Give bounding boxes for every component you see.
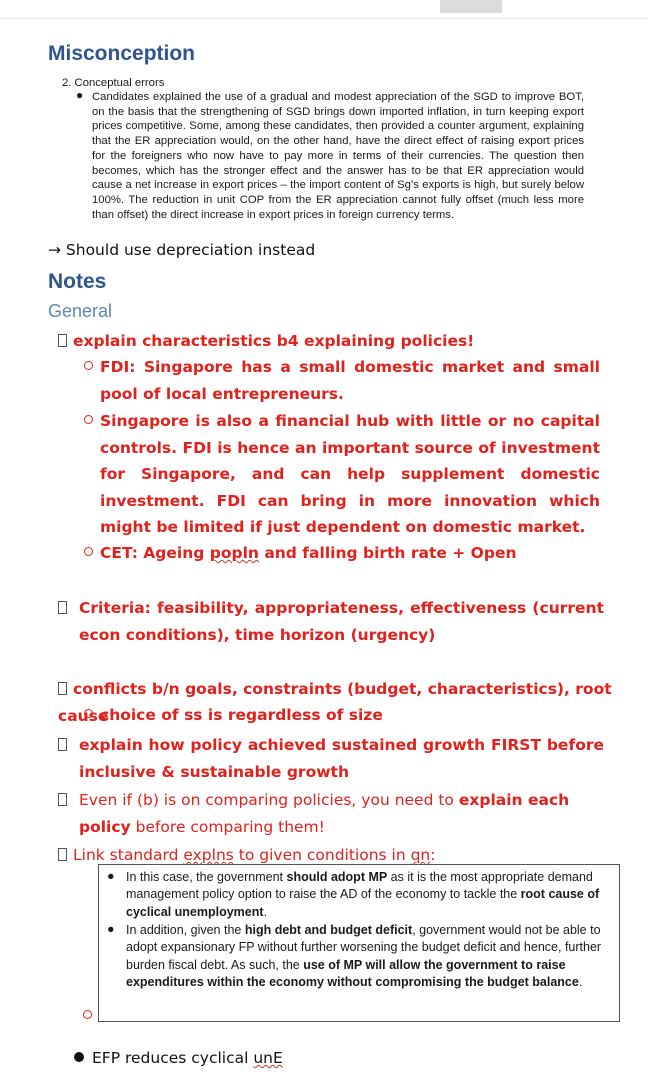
note-item-1-sub-1-text: FDI: Singapore has a small domestic market and small pool of local entrepreneurs. bbox=[100, 358, 600, 403]
circle-bullet-icon bbox=[83, 1006, 92, 1025]
note-item-4-text: explain how policy achieved sustained growth FIRST before inclusive & sustainable growth bbox=[79, 736, 604, 781]
note-item-1-text: explain characteristics b4 explaining policies! bbox=[73, 332, 475, 350]
circle-bullet-icon bbox=[84, 415, 93, 424]
box-p1-b: should adopt MP bbox=[286, 870, 388, 884]
excerpt-text: Candidates explained the use of a gradual and modest appreciation of the SGD to improve BOT, on the basis that the strengthening of SGD brings down imported inflation, in turn keeping export prices competitive. Some, among these candidates, then provided a counter argument, explaining that the ER appreciation would, on the other hand, have the direct effect of raising export prices for the foreigners who now have to pay more in terms of their currencies. The question then becomes, which has the stronger effect and the answer has to be that ER appreciation would cause a net increase in export prices – the import content of Sg’s exports is high, but surely below 100%. The reduction in unit COP from the ER appreciation cannot fully offset (much less more than offset) the direct increase in export prices in foreign currency terms. bbox=[92, 91, 584, 221]
bullet-icon bbox=[74, 1052, 84, 1062]
circle-bullet-icon bbox=[84, 361, 93, 370]
note-item-1-sub-2-text: Singapore is also a financial hub with little or no capital controls. FDI is hence an important source of investment for Singapore, and can help supplement domestic investment. FDI can bring in more innovation which might be limited if just dependent on domestic market. bbox=[100, 412, 600, 536]
circle-bullet-icon bbox=[84, 709, 93, 718]
checkbox-icon bbox=[58, 682, 67, 695]
note-item-1-sub-3 bbox=[84, 540, 517, 567]
checkbox-icon bbox=[58, 793, 67, 806]
note-item-5-text-c: before comparing them! bbox=[130, 817, 325, 836]
box-paragraph-2 bbox=[126, 922, 610, 992]
note-item-1 bbox=[58, 328, 474, 355]
box-p1-d: root cause of cyclical unemployment bbox=[126, 887, 600, 919]
bullet-icon: ● bbox=[107, 869, 115, 883]
box-p2-c: , government would not be able to adopt expansionary FP without further worsening the budget deficit and hence, further burden fiscal debt. As such, the bbox=[126, 923, 602, 972]
checkbox-icon bbox=[58, 334, 67, 347]
box-p2-a: In addition, given the bbox=[126, 923, 245, 937]
bullet-icon: ● bbox=[107, 922, 115, 936]
note-item-2-text: Criteria: feasibility, appropriateness, effectiveness (current econ conditions), time horizon (urgency) bbox=[79, 599, 604, 644]
arrow-note: → Should use depreciation instead bbox=[48, 241, 316, 259]
top-bar bbox=[0, 0, 648, 19]
boxed-excerpt bbox=[98, 864, 620, 1022]
note-item-5-text-b: explain each policy bbox=[79, 791, 570, 836]
box-p2-d: use of MP will allow the government to raise expenditures within the economy without compromising the budget balance bbox=[126, 957, 579, 990]
box-paragraph-1 bbox=[126, 869, 610, 921]
box-p1-e: . bbox=[263, 904, 268, 919]
final-bullet-text-a: EFP reduces cyclical bbox=[92, 1049, 254, 1067]
box-p2-b: high debt and budget deficit bbox=[244, 923, 413, 937]
note-item-3-text: conflicts b/n goals, constraints (budget, characteristics), root cause bbox=[58, 680, 612, 725]
bullet-icon: ● bbox=[76, 88, 84, 102]
cet-text-a: CET: Ageing bbox=[100, 544, 210, 562]
checkbox-icon bbox=[58, 848, 67, 861]
final-bullet bbox=[74, 1049, 283, 1067]
note-item-6-text-d: qn bbox=[410, 846, 431, 864]
note-item-6-text-e: : bbox=[430, 846, 436, 864]
excerpt-number: 2. Conceptual errors bbox=[62, 77, 165, 89]
cet-text-b: popln bbox=[209, 544, 259, 562]
heading-general: General bbox=[48, 301, 113, 321]
checkbox-icon bbox=[58, 738, 67, 751]
scroll-tab[interactable] bbox=[440, 0, 502, 13]
cet-text-c: and falling birth rate + Open bbox=[258, 544, 517, 562]
note-item-6-text-c: to given conditions in bbox=[233, 846, 411, 864]
note-item-3-sub-1 bbox=[84, 702, 383, 729]
heading-misconception: Misconception bbox=[48, 42, 196, 65]
box-p1-a: In this case, the government bbox=[126, 870, 287, 884]
circle-bullet-icon bbox=[84, 547, 93, 556]
heading-notes: Notes bbox=[48, 270, 107, 293]
note-item-6-text-a: Link standard bbox=[73, 846, 184, 864]
box-p2-e: . bbox=[578, 975, 583, 990]
checkbox-icon bbox=[58, 601, 67, 614]
note-item-3-sub-1-text: choice of ss is regardless of size bbox=[100, 706, 383, 724]
note-item-5-text-a: Even if (b) is on comparing policies, you need to bbox=[79, 791, 459, 809]
note-item-6-text-b: explns bbox=[183, 846, 234, 864]
final-bullet-text-b: unE bbox=[253, 1049, 283, 1067]
box-p1-c: as it is the most appropriate demand management policy option to raise the AD of the economy to tackle the bbox=[126, 870, 593, 902]
